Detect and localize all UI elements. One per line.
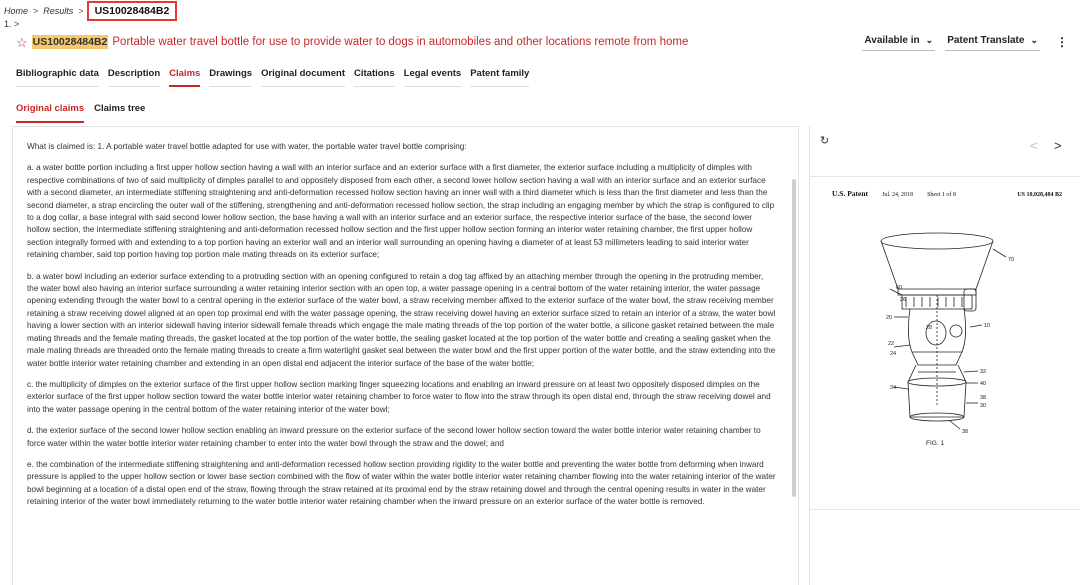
- star-outline-icon[interactable]: ☆: [16, 34, 28, 50]
- tab-original-document[interactable]: Original document: [261, 65, 345, 87]
- claims-text: [13, 127, 798, 509]
- ref-22: 22: [888, 341, 895, 347]
- tab-bibliographic-data[interactable]: Bibliographic data: [16, 65, 99, 87]
- breadcrumb: [4, 2, 177, 20]
- breadcrumb-home[interactable]: Home: [4, 6, 29, 16]
- tab-claims-tree[interactable]: Claims tree: [94, 103, 146, 114]
- title-actions: [862, 33, 1068, 51]
- ref-38: 38: [980, 395, 987, 401]
- ref-38b: 38: [962, 429, 969, 435]
- claims-panel: [12, 126, 799, 585]
- claim-paragraph-c: c. the multiplicity of dimples on the exterior surface of the first upper hollow section marking finger squeezing locations and enabling an inward pressure on at least two oppositely disposed dimples on the exterior surface of the first upper hollow section toward the water bottle interior water retaining chamber to force water to flow into the straw through its open distal end, through the straw receiving dowel and into the water passage opening in the central bottom of the water retaining interior of the water bowl;: [27, 379, 771, 414]
- tab-patent-family[interactable]: Patent family: [470, 65, 529, 87]
- tab-citations[interactable]: Citations: [354, 65, 395, 87]
- ref-20: 20: [886, 315, 893, 321]
- patent-translate-label: Patent Translate: [947, 35, 1025, 46]
- chevron-down-icon: ⌄: [925, 35, 934, 45]
- claim-paragraph-a: a. a water bottle portion including a first upper hollow section having a wall with an interior surface and an exterior surface with a first diameter, the exterior surface including a multiplicity of dimples with respective combinations of two of said multiplicity of dimples parallel to and oppositely disposed from each other, a second lower hollow section having a wall with an interior surface and an exterior surface with a second diameter, an intermediate stiffening straightening and anti-deformation recessed hollow section having an inner wall with a third diameter which is less than the first diameter and less than the second diameter, a strap encircling the outer wall of the stiffening, strengthening and anti-deformation recessed hollow section, the strap including an engaging member by which the strap is configured to clip to a dog collar, a base integral with said second lower hollow section, the base having a wall with an interior surface and an exterior surface, the respective interior surface of the base, the second lower hollow section, the intermediate stiffening straightening and anti-deformation recessed hollow section and the first upper hollow section forming an interior water retaining chamber, the first upper hollow section integrally formed with and extending to a top portion having an exterior wall and an interior wall surrounding an opening having a diameter of at least 53 millimeters leading to said interior water retaining chamber, said top portion having top portion male mating threads on its exterior surface;: [27, 163, 775, 260]
- tab-drawings[interactable]: Drawings: [209, 65, 252, 87]
- drawing-sheet[interactable]: [810, 176, 1080, 510]
- claim-paragraph-b: b. a water bowl including an exterior surface extending to a protruding section with an opening configured to retain a dog tag affixed by an attaching member through the opening in the protruding member, the water bowl also having an interior surface surrounding a water retaining interior section with an open top, a water passage opening in a central bottom of the water retaining interior, the water passage opening extending through the water bowl to a central opening in the exterior surface of the water bowl, a straw receiving member affixed to the exterior surface of the water bowl, the straw receiving member retaining a straw receiving dowel aligned at an open top proximal end with the water passage opening, the straw receiving dowel having an exterior surface sized to retain an interior of a straw, the water bowl having a lower section with an interior sidewall having interior sidewall female threads which engage the male mating threads of the top portion of the water bottle, a silicone gasket retained between the male mating threads and the female mating threads, the gasket located at the top portion of the water bottle, the sealing gasket located at the top portion of the water bottle and creating a sealing gasket when the male mating threads are threaded onto the female mating threads to create a firm watertight gasket seal between the water bowl and the first upper portion of the water bottle, and the straw extending into the water bottle interior water retaining chamber and extending in an open distal end adjacent the interior surface of the base of the water bottle;: [27, 271, 776, 368]
- result-index: 1. >: [4, 19, 20, 29]
- ref-26: 26: [900, 297, 907, 303]
- sheet-header-label: U.S. Patent: [832, 189, 869, 198]
- patent-number: US10028484B2: [32, 36, 108, 48]
- breadcrumb-results[interactable]: Results: [43, 6, 74, 16]
- available-in-label: Available in: [864, 35, 920, 46]
- ref-30: 30: [980, 403, 987, 409]
- more-vertical-icon[interactable]: ⋮: [1056, 35, 1068, 49]
- refresh-icon[interactable]: ↻: [820, 135, 830, 147]
- patent-title: Portable water travel bottle for use to provide water to dogs in automobiles and other locations remote from home: [112, 36, 689, 48]
- breadcrumb-separator: >: [33, 6, 39, 16]
- sheet-header-pn: US 10,028,484 B2: [1017, 192, 1062, 198]
- tab-claims[interactable]: Claims: [169, 65, 200, 87]
- drawing-panel: [809, 126, 1080, 585]
- claim-paragraph-d: d. the exterior surface of the second lower hollow section enabling an inward pressure on the exterior surface of the second lower hollow section toward the water bottle interior water retaining chamber to force water within the water bottle interior water retaining chamber to enter into the water bowl through the straw and the dowel; and: [27, 426, 761, 448]
- title-row: [16, 33, 1080, 51]
- claims-scrollbar[interactable]: [792, 179, 796, 497]
- chevron-right-icon[interactable]: >: [1054, 138, 1062, 153]
- sheet-header-date: Jul. 24, 2018: [882, 192, 914, 198]
- ref-34: 34: [890, 385, 897, 391]
- ref-40: 40: [980, 381, 987, 387]
- ref-60: 60: [896, 285, 903, 291]
- claims-subtabs: [16, 101, 155, 123]
- tab-original-claims[interactable]: Original claims: [16, 101, 84, 123]
- ref-28: 28: [926, 325, 933, 331]
- patent-figure-drawing: [810, 177, 1080, 511]
- figure-label: FIG. 1: [926, 440, 945, 447]
- chevron-down-icon: ⌄: [1030, 35, 1038, 45]
- breadcrumb-current: US10028484B2: [87, 1, 178, 21]
- ref-70: 70: [1008, 257, 1015, 263]
- ref-32: 32: [980, 369, 987, 375]
- main-tabs: [16, 65, 538, 87]
- ref-24: 24: [890, 351, 897, 357]
- tab-legal-events[interactable]: Legal events: [404, 65, 462, 87]
- tab-description[interactable]: Description: [108, 65, 160, 87]
- sheet-header-sheet: Sheet 1 of 8: [927, 192, 956, 198]
- claim-paragraph-e: e. the combination of the intermediate stiffening straightening and anti-deformation recessed hollow section providing rigidity to the water bottle and preventing the water bottle from deforming when inward pressure is applied to the upper hollow section or lower base section combined with the flow of water within the water bottle interior water retaining chamber flowing into the water retaining interior of the water bowl beginning at a location of a distal open end of the straw, flowing through the straw retained at its proximal end by the straw retaining dowel and through the central opening results in water in the water retaining interior of the water bowl immediately returning to the water bottle interior water retaining chamber when the inward pressure on an exterior surface of the water bottle is removed.: [27, 459, 776, 507]
- breadcrumb-separator: >: [78, 6, 84, 16]
- ref-10: 10: [984, 323, 991, 329]
- patent-translate-dropdown[interactable]: [945, 33, 1040, 51]
- claim-intro: What is claimed is: 1. A portable water travel bottle adapted for use with water, the portable water travel bottle comprising:: [27, 142, 467, 151]
- available-in-dropdown[interactable]: [862, 33, 935, 51]
- chevron-left-icon[interactable]: <: [1030, 138, 1038, 153]
